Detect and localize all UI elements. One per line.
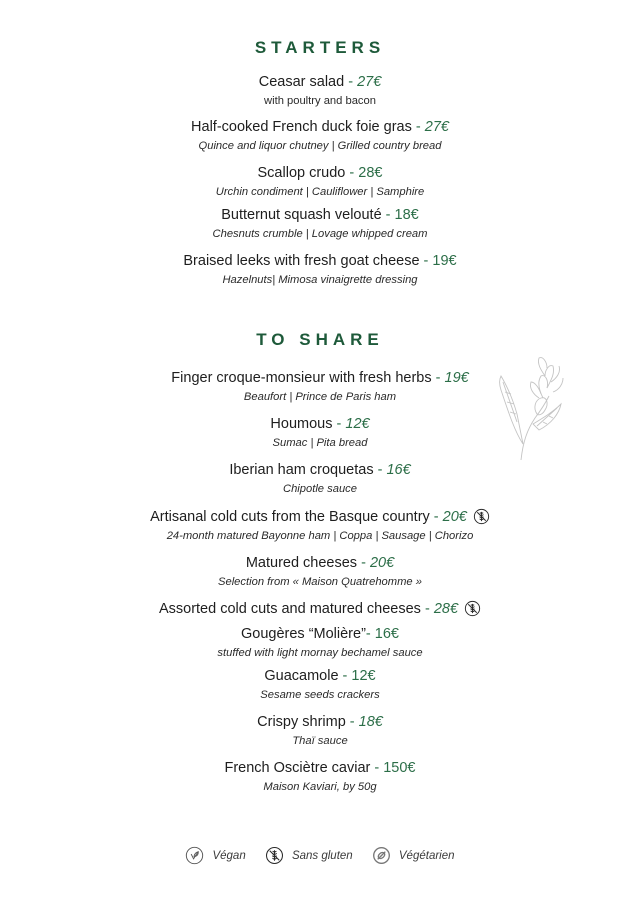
item-price: 16€	[386, 462, 411, 478]
item-name: Houmous	[270, 416, 333, 432]
section-title-to-share: TO SHARE	[256, 330, 384, 349]
menu-item: Butternut squash velouté - 18€ Chesnuts crumble | Lovage whipped cream	[0, 206, 640, 241]
item-name: Butternut squash velouté	[221, 207, 382, 223]
legend-label: Végétarien	[398, 849, 455, 862]
item-name: Finger croque-monsieur with fresh herbs	[171, 370, 432, 386]
gluten-free-icon	[265, 846, 284, 865]
menu-item: Guacamole - 12€ Sesame seeds crackers	[0, 667, 640, 702]
item-description: Maison Kaviari, by 50g	[263, 781, 377, 793]
menu-item: Finger croque-monsieur with fresh herbs - 19€ Beaufort | Prince de Paris ham	[0, 369, 640, 404]
legend-label: Sans gluten	[291, 849, 353, 862]
menu-item: Ceasar salad - 27€ with poultry and bacon	[0, 73, 640, 108]
item-name: Guacamole	[264, 668, 339, 684]
item-description: Chipotle sauce	[282, 483, 357, 495]
item-price: 150€	[383, 760, 416, 776]
item-name: Half-cooked French duck foie gras	[191, 119, 412, 135]
item-description: Urchin condiment | Cauliflower | Samphire	[215, 186, 425, 198]
menu-item: Artisanal cold cuts from the Basque country - 20€ 24-month matured Bayonne ham | Coppa | Sausage | Chorizo	[0, 508, 640, 543]
item-description: Selection from « Maison Quatrehomme »	[218, 576, 422, 588]
item-description: Beaufort | Prince de Paris ham	[243, 391, 397, 403]
item-name: Crispy shrimp	[257, 714, 346, 730]
item-price: 27€	[357, 74, 382, 90]
menu-item: Half-cooked French duck foie gras - 27€ Quince and liquor chutney | Grilled country bread	[0, 118, 640, 153]
item-description: Sesame seeds crackers	[260, 689, 380, 701]
item-description: Hazelnuts| Mimosa vinaigrette dressing	[222, 274, 418, 286]
item-description: with poultry and bacon	[264, 95, 376, 107]
menu-item: Houmous - 12€ Sumac | Pita bread	[0, 415, 640, 450]
item-price: 18€	[394, 207, 419, 223]
item-price: 19€	[444, 370, 469, 386]
item-price: 12€	[345, 416, 370, 432]
item-price: 27€	[424, 119, 449, 135]
item-name: Assorted cold cuts and matured cheeses	[158, 601, 421, 617]
item-description: Sumac | Pita bread	[272, 437, 368, 449]
item-name: Gougères “Molière”	[241, 626, 366, 642]
item-price: 20€	[369, 555, 395, 571]
menu-item: Gougères “Molière”- 16€ stuffed with light mornay bechamel sauce	[0, 625, 640, 660]
item-price: 16€	[374, 626, 399, 642]
gluten-free-icon	[464, 600, 481, 617]
item-name: Matured cheeses	[245, 555, 358, 571]
item-price: 18€	[358, 714, 383, 730]
legend-label: Végan	[212, 849, 246, 862]
item-description: 24-month matured Bayonne ham | Coppa | Sausage | Chorizo	[166, 530, 474, 542]
item-description: Chesnuts crumble | Lovage whipped cream	[212, 228, 428, 240]
item-name: Iberian ham croquetas	[229, 462, 374, 478]
item-name: French Osciètre caviar	[224, 760, 371, 776]
vegan-icon	[185, 846, 204, 865]
menu-item: Scallop crudo - 28€ Urchin condiment | Cauliflower | Samphire	[0, 164, 640, 199]
dietary-legend	[0, 846, 640, 868]
legend-item-vegan	[185, 846, 245, 865]
menu-item: Assorted cold cuts and matured cheeses - 28€	[0, 600, 640, 618]
item-description: Thaï sauce	[292, 735, 348, 747]
menu-item: Crispy shrimp - 18€ Thaï sauce	[0, 713, 640, 748]
menu-item: Braised leeks with fresh goat cheese - 19€ Hazelnuts| Mimosa vinaigrette dressing	[0, 252, 640, 287]
item-description: stuffed with light mornay bechamel sauce	[217, 647, 423, 659]
item-price: 12€	[351, 668, 376, 684]
menu-item: Matured cheeses - 20€ Selection from « Maison Quatrehomme »	[0, 554, 640, 589]
item-name: Scallop crudo	[257, 165, 346, 181]
item-name: Ceasar salad	[258, 74, 345, 90]
item-price: 28€	[358, 165, 383, 181]
section-title-starters: STARTERS	[254, 38, 386, 57]
item-name: Artisanal cold cuts from the Basque country	[150, 509, 430, 525]
gluten-free-icon	[473, 508, 490, 525]
legend-item-gluten-free	[265, 846, 353, 865]
menu-item: French Osciètre caviar - 150€ Maison Kaviari, by 50g	[0, 759, 640, 794]
item-name: Braised leeks with fresh goat cheese	[183, 253, 420, 269]
legend-item-vegetarian	[372, 846, 455, 865]
item-price: 19€	[432, 253, 457, 269]
item-price: 20€	[442, 509, 467, 525]
vegetarian-icon	[372, 846, 391, 865]
item-description: Quince and liquor chutney | Grilled country bread	[198, 140, 442, 152]
menu-item: Iberian ham croquetas - 16€ Chipotle sauce	[0, 461, 640, 496]
item-price: 28€	[433, 601, 459, 617]
